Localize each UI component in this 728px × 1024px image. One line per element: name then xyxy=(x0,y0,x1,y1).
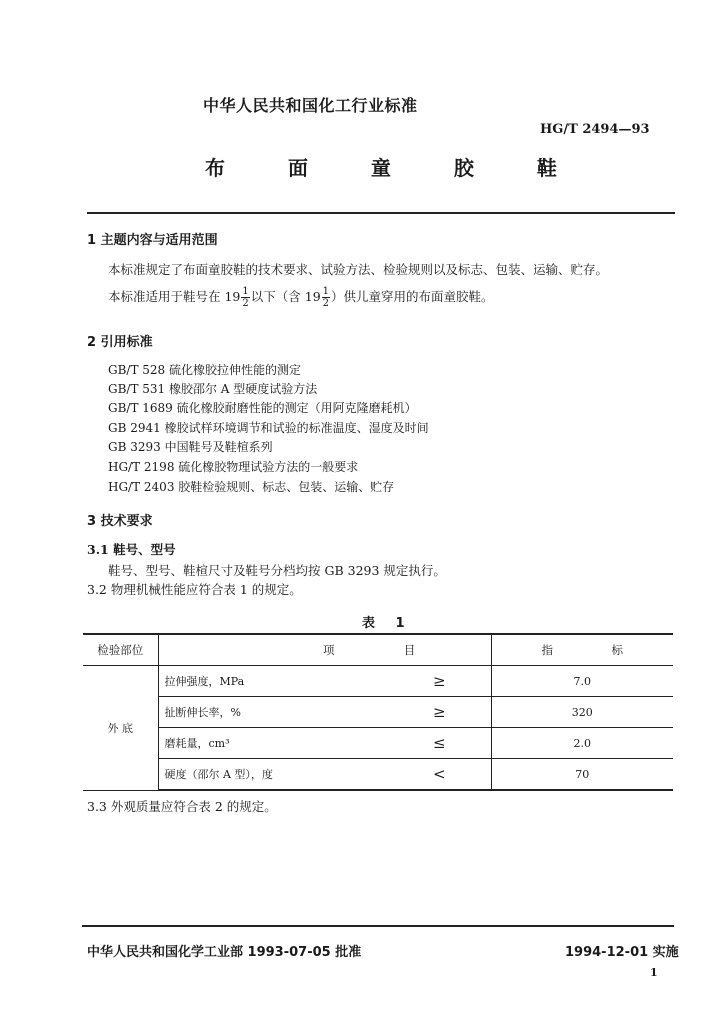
fraction-numerator-2: 1 xyxy=(322,286,330,297)
section-1-heading: 1 主题内容与适用范围 xyxy=(87,233,218,248)
column-header-index-b: 标 xyxy=(611,643,623,657)
reference-item: GB 3293 中国鞋号及鞋楦系列 xyxy=(108,440,273,454)
table-row xyxy=(83,759,673,791)
table-1 xyxy=(83,633,673,791)
reference-item: GB 2941 橡胶试样环境调节和试验的标准温度、湿度及时间 xyxy=(108,421,429,435)
item-cell: 扯断伸长率，% xyxy=(158,697,388,728)
document-title: 布 面 童 胶 鞋 xyxy=(205,156,585,180)
header-divider xyxy=(87,212,675,214)
value-cell: 70 xyxy=(491,759,673,791)
item-cell: 磨耗量，cm³ xyxy=(158,728,388,759)
column-header-item-a: 项 xyxy=(323,643,335,657)
section-1-paragraph-2 xyxy=(108,286,494,309)
operator-cell: ≤ xyxy=(388,728,491,759)
part-cell-outsole: 外 底 xyxy=(83,666,158,791)
item-cell: 硬度（邵尔 A 型），度 xyxy=(158,759,388,791)
reference-item: GB/T 528 硫化橡胶拉伸性能的测定 xyxy=(108,363,301,377)
section-3-1-text: 鞋号、型号、鞋楦尺寸及鞋号分档均按 GB 3293 规定执行。 xyxy=(108,563,446,578)
operator-cell: ≥ xyxy=(388,697,491,728)
section-3-1-heading: 3.1 鞋号、型号 xyxy=(87,542,176,557)
table-1-title: 表 1 xyxy=(362,616,413,631)
reference-item: HG/T 2403 胶鞋检验规则、标志、包装、运输、贮存 xyxy=(108,480,395,494)
fraction-half xyxy=(241,286,249,309)
para2-pre: 本标准适用于鞋号在 19 xyxy=(108,289,241,304)
reference-item: GB/T 1689 硫化橡胶耐磨性能的测定（用阿克隆磨耗机） xyxy=(108,401,417,415)
section-3-2-text: 3.2 物理机械性能应符合表 1 的规定。 xyxy=(87,582,302,597)
effective-date: 1994-12-01 实施 xyxy=(565,945,679,960)
column-header-index-a: 指 xyxy=(541,643,553,657)
section-1-paragraph-1: 本标准规定了布面童胶鞋的技术要求、试验方法、检验规则以及标志、包装、运输、贮存。 xyxy=(108,262,609,277)
fraction-denominator: 2 xyxy=(242,298,249,309)
reference-item: GB/T 531 橡胶邵尔 A 型硬度试验方法 xyxy=(108,382,318,396)
fraction-half-2 xyxy=(322,286,330,309)
operator-cell: ≥ xyxy=(388,666,491,697)
value-cell: 2.0 xyxy=(491,728,673,759)
value-cell: 7.0 xyxy=(491,666,673,697)
section-2-heading: 2 引用标准 xyxy=(87,335,153,350)
standard-code: HG/T 2494—93 xyxy=(540,122,650,137)
item-cell: 拉伸强度，MPa xyxy=(158,666,388,697)
fraction-numerator: 1 xyxy=(242,286,249,297)
para2-mid: 以下（含 19 xyxy=(250,289,321,304)
table-row xyxy=(83,666,673,697)
column-header-item xyxy=(158,634,491,666)
value-cell: 320 xyxy=(491,697,673,728)
footer-divider xyxy=(82,925,674,927)
section-3-heading: 3 技术要求 xyxy=(87,514,153,529)
table-row xyxy=(83,728,673,759)
reference-item: HG/T 2198 硫化橡胶物理试验方法的一般要求 xyxy=(108,460,359,474)
approval-date: 中华人民共和国化学工业部 1993-07-05 批准 xyxy=(87,945,362,960)
column-header-index xyxy=(491,634,673,666)
page-number: 1 xyxy=(650,966,658,979)
section-3-3-text: 3.3 外观质量应符合表 2 的规定。 xyxy=(87,799,277,814)
table-header-row xyxy=(83,634,673,666)
column-header-part: 检验部位 xyxy=(83,634,158,666)
issuing-organization: 中华人民共和国化工行业标准 xyxy=(203,96,418,115)
column-header-item-b: 目 xyxy=(403,643,416,657)
para2-post: ）供儿童穿用的布面童胶鞋。 xyxy=(331,289,494,304)
fraction-denominator-2: 2 xyxy=(322,298,330,309)
table-row xyxy=(83,697,673,728)
operator-cell: < xyxy=(388,759,491,791)
